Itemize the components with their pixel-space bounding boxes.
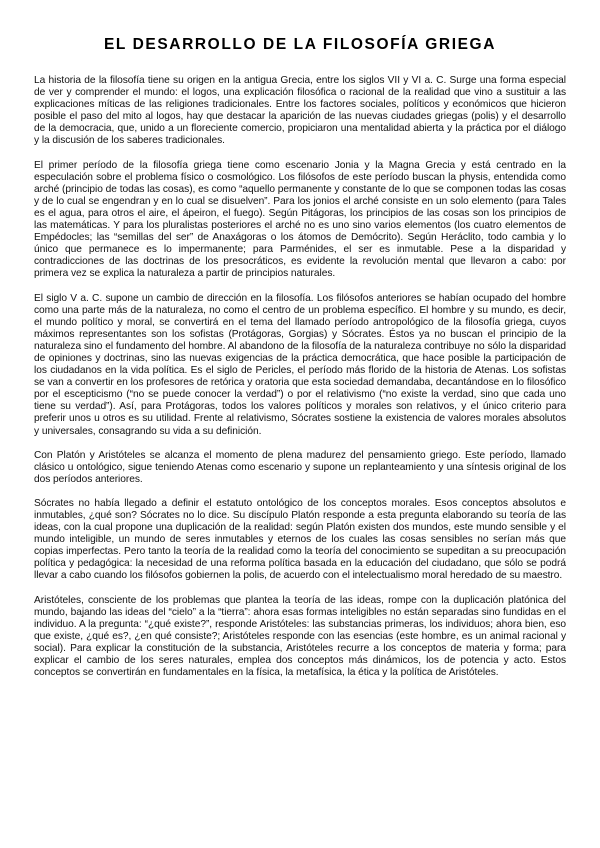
paragraph-anthropological-period: El siglo V a. C. supone un cambio de dirección en la filosofía. Los filósofos anteriores se habían ocupado del hombre como una parte más de la naturaleza, no como el centro de un problema específico. El hombre y su mundo, es decir, el mundo político y moral, se convertirá en el tema del llamado período antropológico de la filosofía griega, cuyos máximos representantes son los sofistas (Protágoras, Gorgias) y Sócrates. Éstos ya no buscan el principio de la naturaleza sino el fundamento del hombre. Al abandono de la filosofía de la naturaleza contribuye no sólo la disparidad de opiniones y doctrinas, sino las nuevas exigencias de la práctica democrática, que hace posible la participación de los ciudadanos en la vida política. Es el siglo de Pericles, el período más florido de la historia de Atenas. Los sofistas se van a convertir en los profesores de retórica y oratoria que esta sociedad demandaba, decantándose en lo filosófico por el escepticismo (“no se puede conocer la verdad”) o por el relativismo (“no existe la verdad, sino que cada uno tiene su verdad”). Así, para Protágoras, todos los valores políticos y morales son relativos, y el único criterio para preferir unos u otros es su utilidad. Frente al relativismo, Sócrates sostiene la existencia de valores morales absolutos y universales, consagrando su vida a su definición. bbox=[34, 292, 566, 437]
paragraph-aristotle: Aristóteles, consciente de los problemas que plantea la teoría de las ideas, rompe con la duplicación platónica del mundo, bajando las ideas del “cielo” a la “tierra”: ahora esas formas inteligibles no están separadas sino fundidas en el individuo. A la pregunta: “¿qué existe?”, responde Aristóteles: las substancias primeras, los individuos; ahora bien, eso que existe, ¿qué es?, ¿en qué consiste?; Aristóteles responde con las esencias (este hombre, es un animal racional y social). Para explicar la constitución de la substancia, Aristóteles recurre a los conceptos de materia y forma; para explicar el cambio de los seres naturales, emplea dos conceptos más dinámicos, los de potencia y acto. Estos conceptos se convertirán en fundamentales en la física, la metafísica, la ética y la política de Aristóteles. bbox=[34, 594, 566, 679]
page-title: EL DESARROLLO DE LA FILOSOFÍA GRIEGA bbox=[103, 36, 496, 53]
paragraph-origins: La historia de la filosofía tiene su origen en la antigua Grecia, entre los siglos VII y VI a. C. Surge una forma especial de ver y comprender el mundo: el logos, una explicación filosófica o racional de la realidad que vino a sustituir a las explicaciones míticas de las religiones tradicionales. Entre los factores sociales, políticos y económicos que hicieron posible el paso del mito al logos, hay que destacar la aparición de las nuevas ciudades griegas (polis) y el desarrollo de la democracia, que, unido a un floreciente comercio, propiciaron una mentalidad abierta y la práctica por el diálogo y la discusión de los saberes tradicionales. bbox=[34, 75, 566, 147]
paragraph-plato: Sócrates no había llegado a definir el estatuto ontológico de los conceptos morales. Esos conceptos absolutos e inmutables, ¿qué son? Sócrates no lo dice. Su discípulo Platón responde a esta pregunta elaborando su teoría de las ideas, con la cual propone una duplicación de la realidad: según Platón existen dos mundos, este mundo sensible y el mundo inteligible, un mundo de seres inmutables y eternos de los cuales las cosas sensibles no serían más que copias imperfectas. Pero tanto la teoría de la realidad como la teoría del conocimiento se supeditan a su preocupación política y pedagógica: la necesidad de una reforma política basada en la educación del ciudadano, que sólo se podrá llevar a cabo cuando los filósofos gobiernen la polis, de acuerdo con el intelectualismo moral heredado de su maestro. bbox=[34, 497, 566, 582]
paragraph-classical-period: Con Platón y Aristóteles se alcanza el momento de plena madurez del pensamiento griego. Este período, llamado clásico u ontológico, sigue teniendo Atenas como escenario y supone un replanteamiento y una síntesis original de los dos períodos anteriores. bbox=[34, 449, 566, 485]
paragraph-cosmological-period: El primer período de la filosofía griega tiene como escenario Jonia y la Magna Grecia y está centrado en la especulación sobre el problema físico o cosmológico. Los filósofos de este período buscan la physis, entendida como arché (principio de todas las cosas), es como “aquello permanente y constante de lo que se componen todas las cosas y de lo cual se engendran y en lo cual se disuelven”. Para los jonios el arché consiste en un solo elemento (para Tales es el agua, para otros el aire, el ápeiron, el fuego). Según Pitágoras, los principios de las cosas son los principios de las matemáticas. Y para los pluralistas posteriores el arché no es uno sino varios elementos (los cuatro elementos de Empédocles; las “semillas del ser” de Anaxágoras o los átomos de Demócrito). Según Heráclito, todo cambia y lo único que permanece es lo impermanente; para Parménides, el ser es inmutable. Pese a la disparidad y contradicciones de las doctrinas de los presocráticos, es evidente la revolución mental que llevaron a cabo: por primera vez se explica la naturaleza a partir de principios naturales. bbox=[34, 159, 566, 280]
